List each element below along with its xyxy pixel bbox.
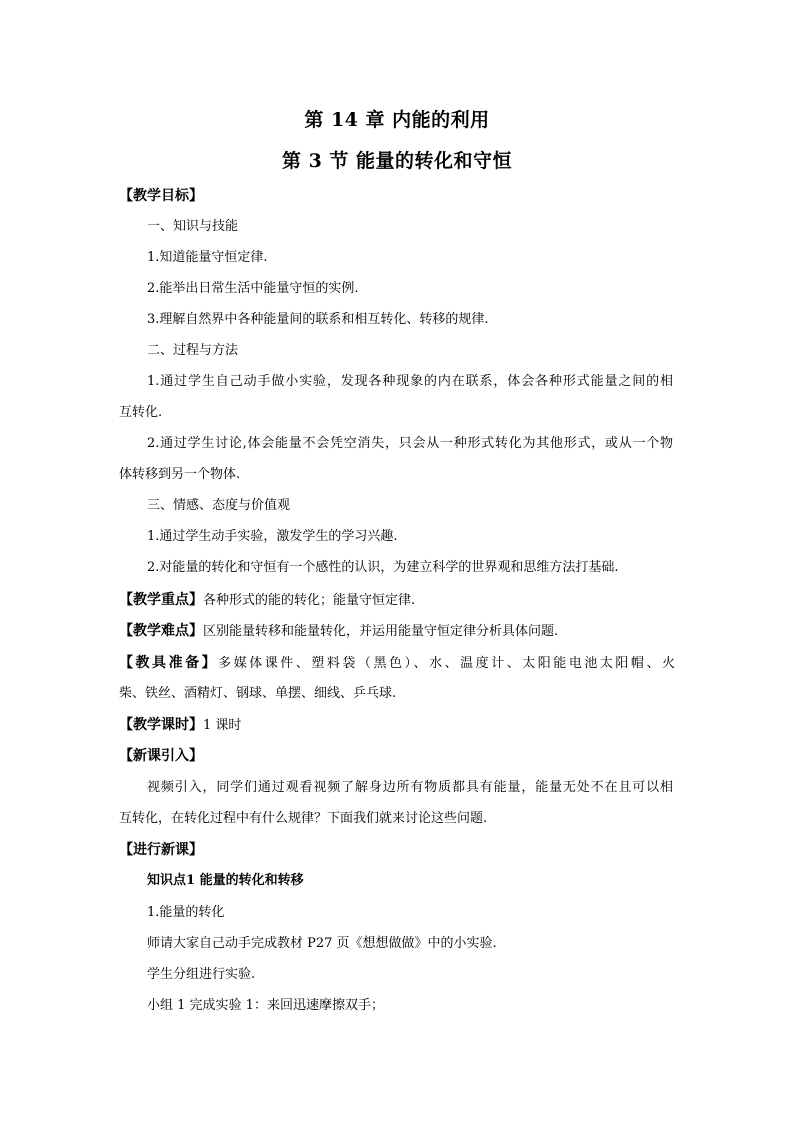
knowledge-item-3: 3.理解自然界中各种能量间的联系和相互转化、转移的规律. — [147, 312, 489, 327]
process-item-2-line-1: 2.通过学生讨论,体会能量不会凭空消失，只会从一种形式转化为其他形式，或从一个物 — [147, 436, 673, 451]
key-points-label: 【教学重点】 — [119, 592, 203, 608]
key-points — [119, 590, 679, 611]
lesson-line-1: 师请大家自己动手完成教材 P27 页《想想做做》中的小实验. — [147, 936, 497, 951]
new-lesson-heading: 【进行新课】 — [119, 842, 203, 858]
chapter-title: 第 14 章 内能的利用 — [304, 109, 490, 131]
lesson-line-3: 小组 1 完成实验 1：来回迅速摩擦双手； — [147, 998, 384, 1013]
process-item-1-line-1: 1.通过学生自己动手做小实验，发现各种现象的内在联系，体会各种形式能量之间的相 — [147, 374, 673, 389]
materials-line-1 — [119, 653, 675, 674]
difficulties — [119, 621, 679, 642]
lesson-line-2: 学生分组进行实验. — [147, 967, 256, 982]
knowledge-heading: 一、知识与技能 — [147, 219, 239, 234]
process-heading: 二、过程与方法 — [147, 343, 239, 358]
intro-line-2: 互转化，在转化过程中有什么规律？下面我们就来讨论这些问题. — [119, 811, 488, 826]
emotion-item-1: 1.通过学生动手实验，激发学生的学习兴趣. — [147, 529, 398, 544]
intro-heading: 【新课引入】 — [119, 748, 203, 764]
emotion-heading: 三、情感、态度与价值观 — [147, 498, 291, 513]
materials-text-1: 多媒体课件、塑料袋（黑色）、水、温度计、太阳能电池太阳帽、火 — [218, 656, 675, 671]
difficulties-text: 区别能量转移和能量转化，并运用能量守恒定律分析具体问题. — [203, 624, 559, 639]
knowledge-point-1: 知识点1 能量的转化和转移 — [147, 873, 304, 888]
hours-label: 【教学课时】 — [119, 717, 203, 733]
key-points-text: 各种形式的能的转化；能量守恒定律. — [203, 593, 416, 608]
process-item-2-line-2: 体转移到另一个物体. — [119, 467, 241, 482]
materials-line-2: 柴、铁丝、酒精灯、钢球、单摆、细线、乒乓球. — [119, 686, 397, 701]
materials-label: 【教具准备】 — [119, 655, 219, 671]
hours-text: 1 课时 — [203, 718, 242, 733]
knowledge-item-1: 1.知道能量守恒定律. — [147, 250, 268, 265]
hours — [119, 715, 679, 736]
intro-line-1: 视频引入，同学们通过观看视频了解身边所有物质都具有能量，能量无处不在且可以相 — [147, 780, 673, 795]
difficulties-label: 【教学难点】 — [119, 623, 203, 639]
sub-heading-energy-conversion: 1.能量的转化 — [147, 905, 225, 920]
section-title: 第 3 节 能量的转化和守恒 — [281, 150, 513, 172]
knowledge-item-2: 2.能举出日常生活中能量守恒的实例. — [147, 281, 359, 296]
emotion-item-2: 2.对能量的转化和守恒有一个感性的认识，为建立科学的世界观和思维方法打基础. — [147, 560, 619, 575]
process-item-1-line-2: 互转化. — [119, 405, 163, 420]
objectives-heading: 【教学目标】 — [119, 188, 203, 204]
